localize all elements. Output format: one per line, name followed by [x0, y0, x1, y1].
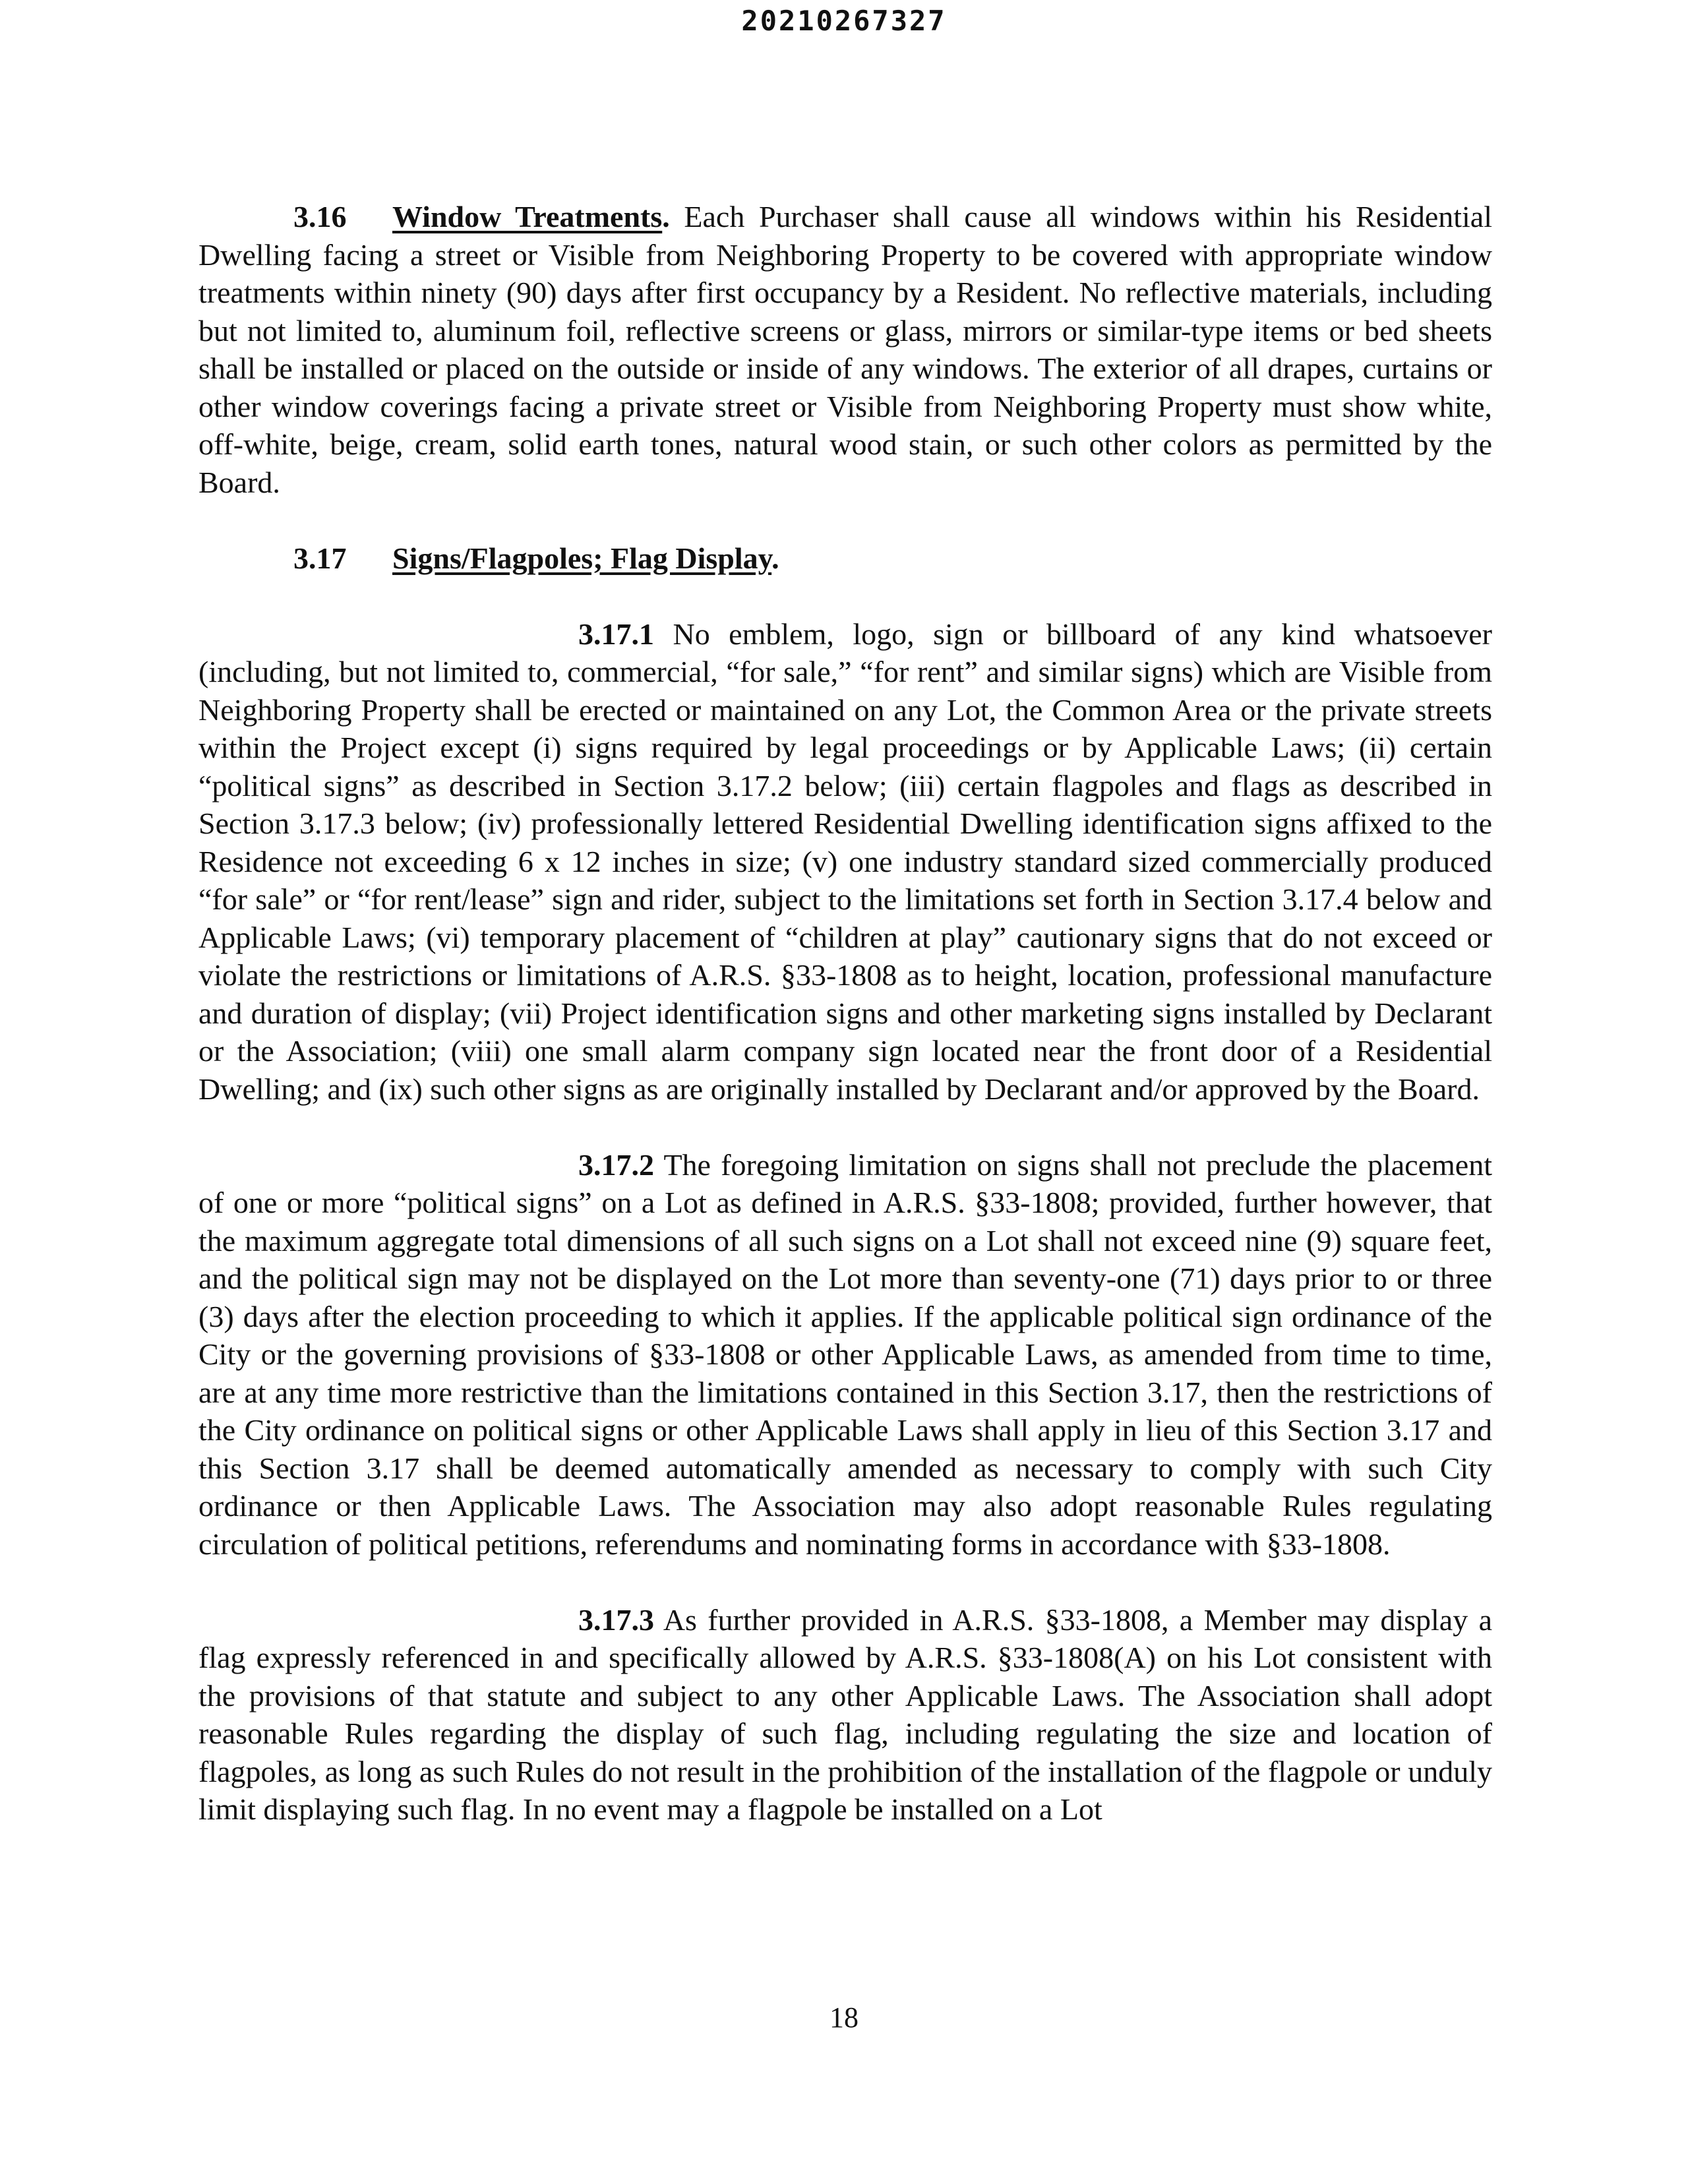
title-period: . — [662, 200, 670, 233]
section-number: 3.16 — [293, 200, 347, 233]
section-text: As further provided in A.R.S. §33-1808, a Member may display a flag expressly referenced in and specifically allowed by A.R.S. §33-1808(A) on his Lot consistent with the provisions of that statute and subject to any other Applicable Laws. The Association shall adopt reasonable Rules regarding the display of such flag, including regulating the size and location of flagpoles, as long as such Rules do not result in the prohibition of the installation of the flagpole or unduly limit displaying such flag. In no event may a flagpole be installed on a Lot — [198, 1602, 1492, 1826]
section-text: The foregoing limitation on signs shall not preclude the placement of one or more “political signs” on a Lot as defined in A.R.S. §33-1808; provided, further however, that the maximum aggregate total dimensions of all such signs on a Lot shall not exceed nine (9) square feet, and the political sign may not be displayed on the Lot more than seventy-one (71) days prior to or three (3) days after the election proceeding to which it applies. If the applicable political sign ordinance of the City or the governing provisions of §33-1808 or other Applicable Laws, as amended from time to time, are at any time more restrictive than the limitations contained in this Section 3.17, then the restrictions of the City ordinance on political signs or other Applicable Laws shall apply in lieu of this Section 3.17 and this Section 3.17 shall be deemed automatically amended as necessary to comply with such City ordinance or then Applicable Laws. The Association may also adopt reasonable Rules regulating circulation of political petitions, referendums and nominating forms in accordance with §33-1808. — [198, 1147, 1492, 1561]
title-period: . — [771, 541, 779, 575]
section-title: Window Treatments — [392, 200, 663, 233]
section-3-17-1 — [198, 615, 1492, 1108]
section-text: No emblem, logo, sign or billboard of any kind whatsoever (including, but not limited to, commercial, “for sale,” “for rent” and similar signs) which are Visible from Neighboring Property shall be erected or maintained on any Lot, the Common Area or the private streets within the Project except (i) signs required by legal proceedings or by Applicable Laws; (ii) certain “political signs” as described in Section 3.17.2 below; (iii) certain flagpoles and flags as described in Section 3.17.3 below; (iv) professionally lettered Residential Dwelling identification signs affixed to the Residence not exceeding 6 x 12 inches in size; (v) one industry standard sized commercially produced “for sale” or “for rent/lease” sign and rider, subject to the limitations set forth in Section 3.17.4 below and Applicable Laws; (vi) temporary placement of “children at play” cautionary signs that do not exceed or violate the restrictions or limitations of A.R.S. §33-1808 as to height, location, professional manufacture and duration of display; (vii) Project identification signs and other marketing signs installed by Declarant or the Association; (viii) one small alarm company sign located near the front door of a Residential Dwelling; and (ix) such other signs as are originally installed by Declarant and/or approved by the Board. — [198, 617, 1492, 1106]
section-number: 3.17 — [293, 541, 347, 575]
recording-number: 20210267327 — [741, 5, 947, 37]
section-number: 3.17.2 — [578, 1147, 654, 1182]
document-body — [198, 198, 1492, 1866]
section-3-17-2 — [198, 1146, 1492, 1563]
section-title: Signs/Flagpoles; Flag Display — [392, 541, 772, 575]
section-number: 3.17.1 — [578, 617, 654, 651]
section-3-17-3 — [198, 1601, 1492, 1829]
section-3-16 — [198, 198, 1492, 501]
page-number: 18 — [829, 2001, 859, 2034]
section-3-17-heading — [198, 539, 1492, 578]
section-text: Each Purchaser shall cause all windows within his Residential Dwelling facing a street or Visible from Neighboring Property to be covered with appropriate window treatments within ninety (90) days after first occupancy by a Resident. No reflective materials, including but not limited to, aluminum foil, reflective screens or glass, mirrors or similar-type items or bed sheets shall be installed or placed on the outside or inside of any windows. The exterior of all drapes, curtains or other window coverings facing a private street or Visible from Neighboring Property must show white, off-white, beige, cream, solid earth tones, natural wood stain, or such other colors as permitted by the Board. — [198, 200, 1492, 499]
section-number: 3.17.3 — [578, 1602, 654, 1637]
